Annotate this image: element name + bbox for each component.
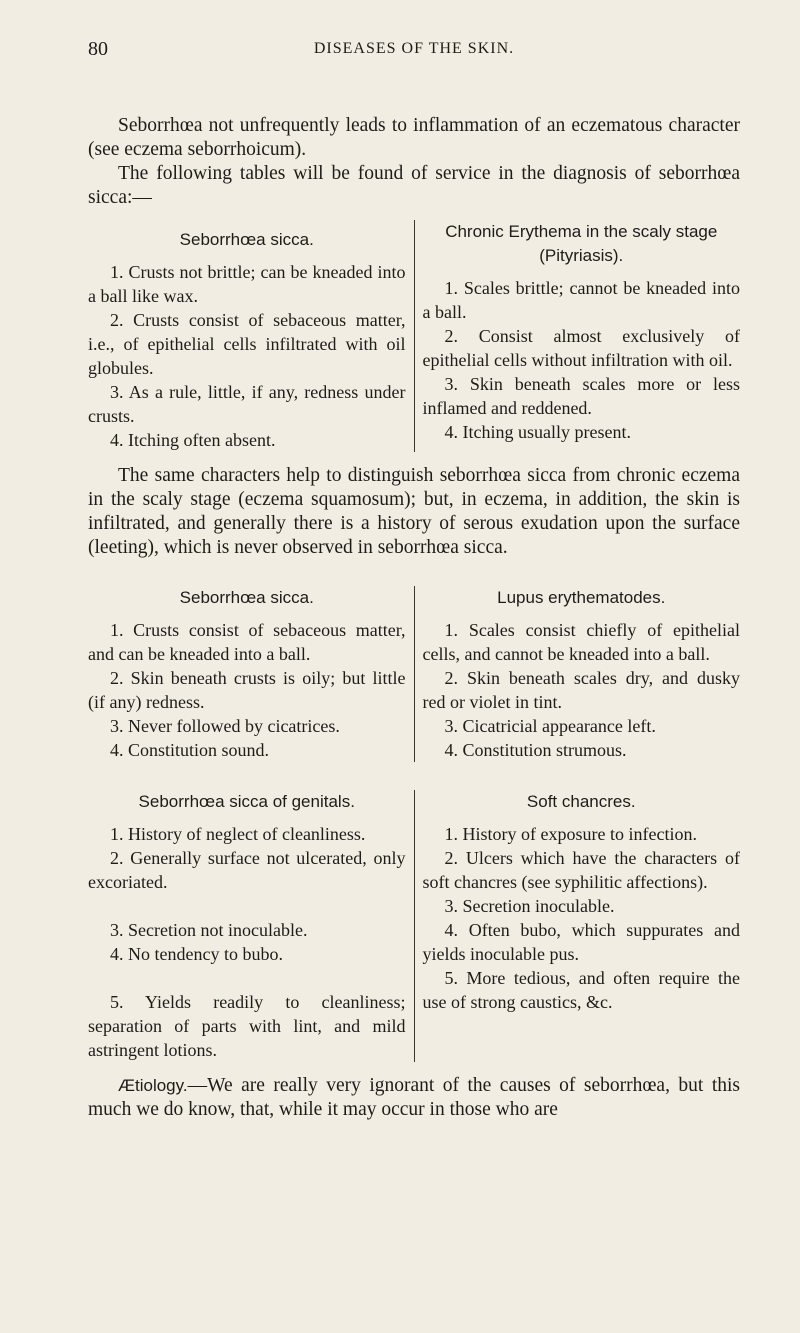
- list-item: 3. As a rule, little, if any, redness under crusts.: [88, 382, 406, 426]
- column-seborrhoea-genitals: [88, 790, 414, 1062]
- column-seborrhoea: [88, 586, 414, 762]
- list-item: 1. History of neglect of cleanliness.: [110, 824, 366, 844]
- intro-paragraph-1: Seborrhœa not unfrequently leads to inflammation of an eczematous character (see eczema seborrhoicum).: [88, 115, 740, 160]
- list-item: 2. Consist almost exclusively of epithelial cells without infiltration with oil.: [422, 326, 740, 370]
- list-item: 5. Yields readily to cleanliness; separation of parts with lint, and mild astringent lotions.: [88, 992, 406, 1060]
- page-number: 80: [88, 38, 108, 60]
- list-item: 2. Skin beneath crusts is oily; but little (if any) redness.: [88, 668, 406, 712]
- column-title: Chronic Erythema in the scaly stage (Pityriasis).: [445, 222, 718, 265]
- etiology-heading: Ætiology.: [118, 1076, 188, 1095]
- list-item: 1. Crusts consist of sebaceous matter, and can be kneaded into a ball.: [88, 620, 406, 664]
- comparison-table-pityriasis: [88, 220, 740, 452]
- running-head: [88, 38, 740, 68]
- middle-paragraph: The same characters help to distinguish seborrhœa sicca from chronic eczema in the scaly stage (eczema squamosum); but, in eczema, in addition, the skin is infiltrated, and generally there is a history of serous exudation upon the surface (leeting), which is never observed in seborrhœa sicca.: [88, 465, 740, 558]
- list-item: 3. Skin beneath scales more or less inflamed and reddened.: [422, 374, 740, 418]
- column-lupus: [414, 586, 741, 762]
- spacer: [88, 966, 406, 990]
- list-item: 2. Generally surface not ulcerated, only excoriated.: [88, 848, 406, 892]
- list-item: 4. Often bubo, which suppurates and yields inoculable pus.: [422, 920, 740, 964]
- spacer: [88, 894, 406, 918]
- etiology-text: —We are really very ignorant of the causes of seborrhœa, but this much we do know, that, while it may occur in those who are: [88, 1075, 740, 1120]
- list-item: 2. Ulcers which have the characters of soft chancres (see syphilitic affections).: [422, 848, 740, 892]
- list-item: 4. Constitution sound.: [110, 740, 270, 760]
- list-item: 5. More tedious, and often require the use of strong caustics, &c.: [422, 968, 740, 1012]
- column-soft-chancres: [414, 790, 741, 1062]
- list-item: 3. Cicatricial appearance left.: [444, 716, 656, 736]
- column-title: Seborrhœa sicca of genitals.: [138, 792, 355, 811]
- list-item: 4. No tendency to bubo.: [110, 944, 283, 964]
- list-item: 4. Constitution strumous.: [444, 740, 627, 760]
- list-item: 1. Crusts not brittle; can be kneaded into a ball like wax.: [88, 262, 406, 306]
- comparison-table-chancres: [88, 790, 740, 1062]
- list-item: 2. Skin beneath scales dry, and dusky red or violet in tint.: [422, 668, 740, 712]
- book-page: [88, 38, 740, 1122]
- list-item: 3. Secretion inoculable.: [444, 896, 615, 916]
- comparison-table-lupus: [88, 586, 740, 762]
- list-item: 1. Scales consist chiefly of epithelial cells, and cannot be kneaded into a ball.: [422, 620, 740, 664]
- list-item: 1. Scales brittle; cannot be kneaded into a ball.: [422, 278, 740, 322]
- column-title: Seborrhœa sicca.: [179, 588, 314, 607]
- list-item: 3. Never followed by cicatrices.: [110, 716, 340, 736]
- column-seborrhoea: [88, 220, 414, 452]
- column-title: Lupus erythematodes.: [497, 588, 666, 607]
- column-title: Soft chancres.: [526, 792, 636, 811]
- list-item: 4. Itching often absent.: [110, 430, 276, 450]
- list-item: 3. Secretion not inoculable.: [110, 920, 308, 940]
- column-chronic-erythema: [414, 220, 741, 452]
- running-title: DISEASES OF THE SKIN.: [313, 40, 515, 57]
- list-item: 4. Itching usually present.: [444, 422, 631, 442]
- column-title: Seborrhœa sicca.: [179, 230, 314, 249]
- intro-paragraph-2: The following tables will be found of service in the diagnosis of seborrhœa sicca:—: [88, 163, 740, 208]
- etiology-paragraph: [88, 1074, 740, 1122]
- list-item: 1. History of exposure to infection.: [444, 824, 697, 844]
- list-item: 2. Crusts consist of sebaceous matter, i.e., of epithelial cells infiltrated with oil globules.: [88, 310, 406, 378]
